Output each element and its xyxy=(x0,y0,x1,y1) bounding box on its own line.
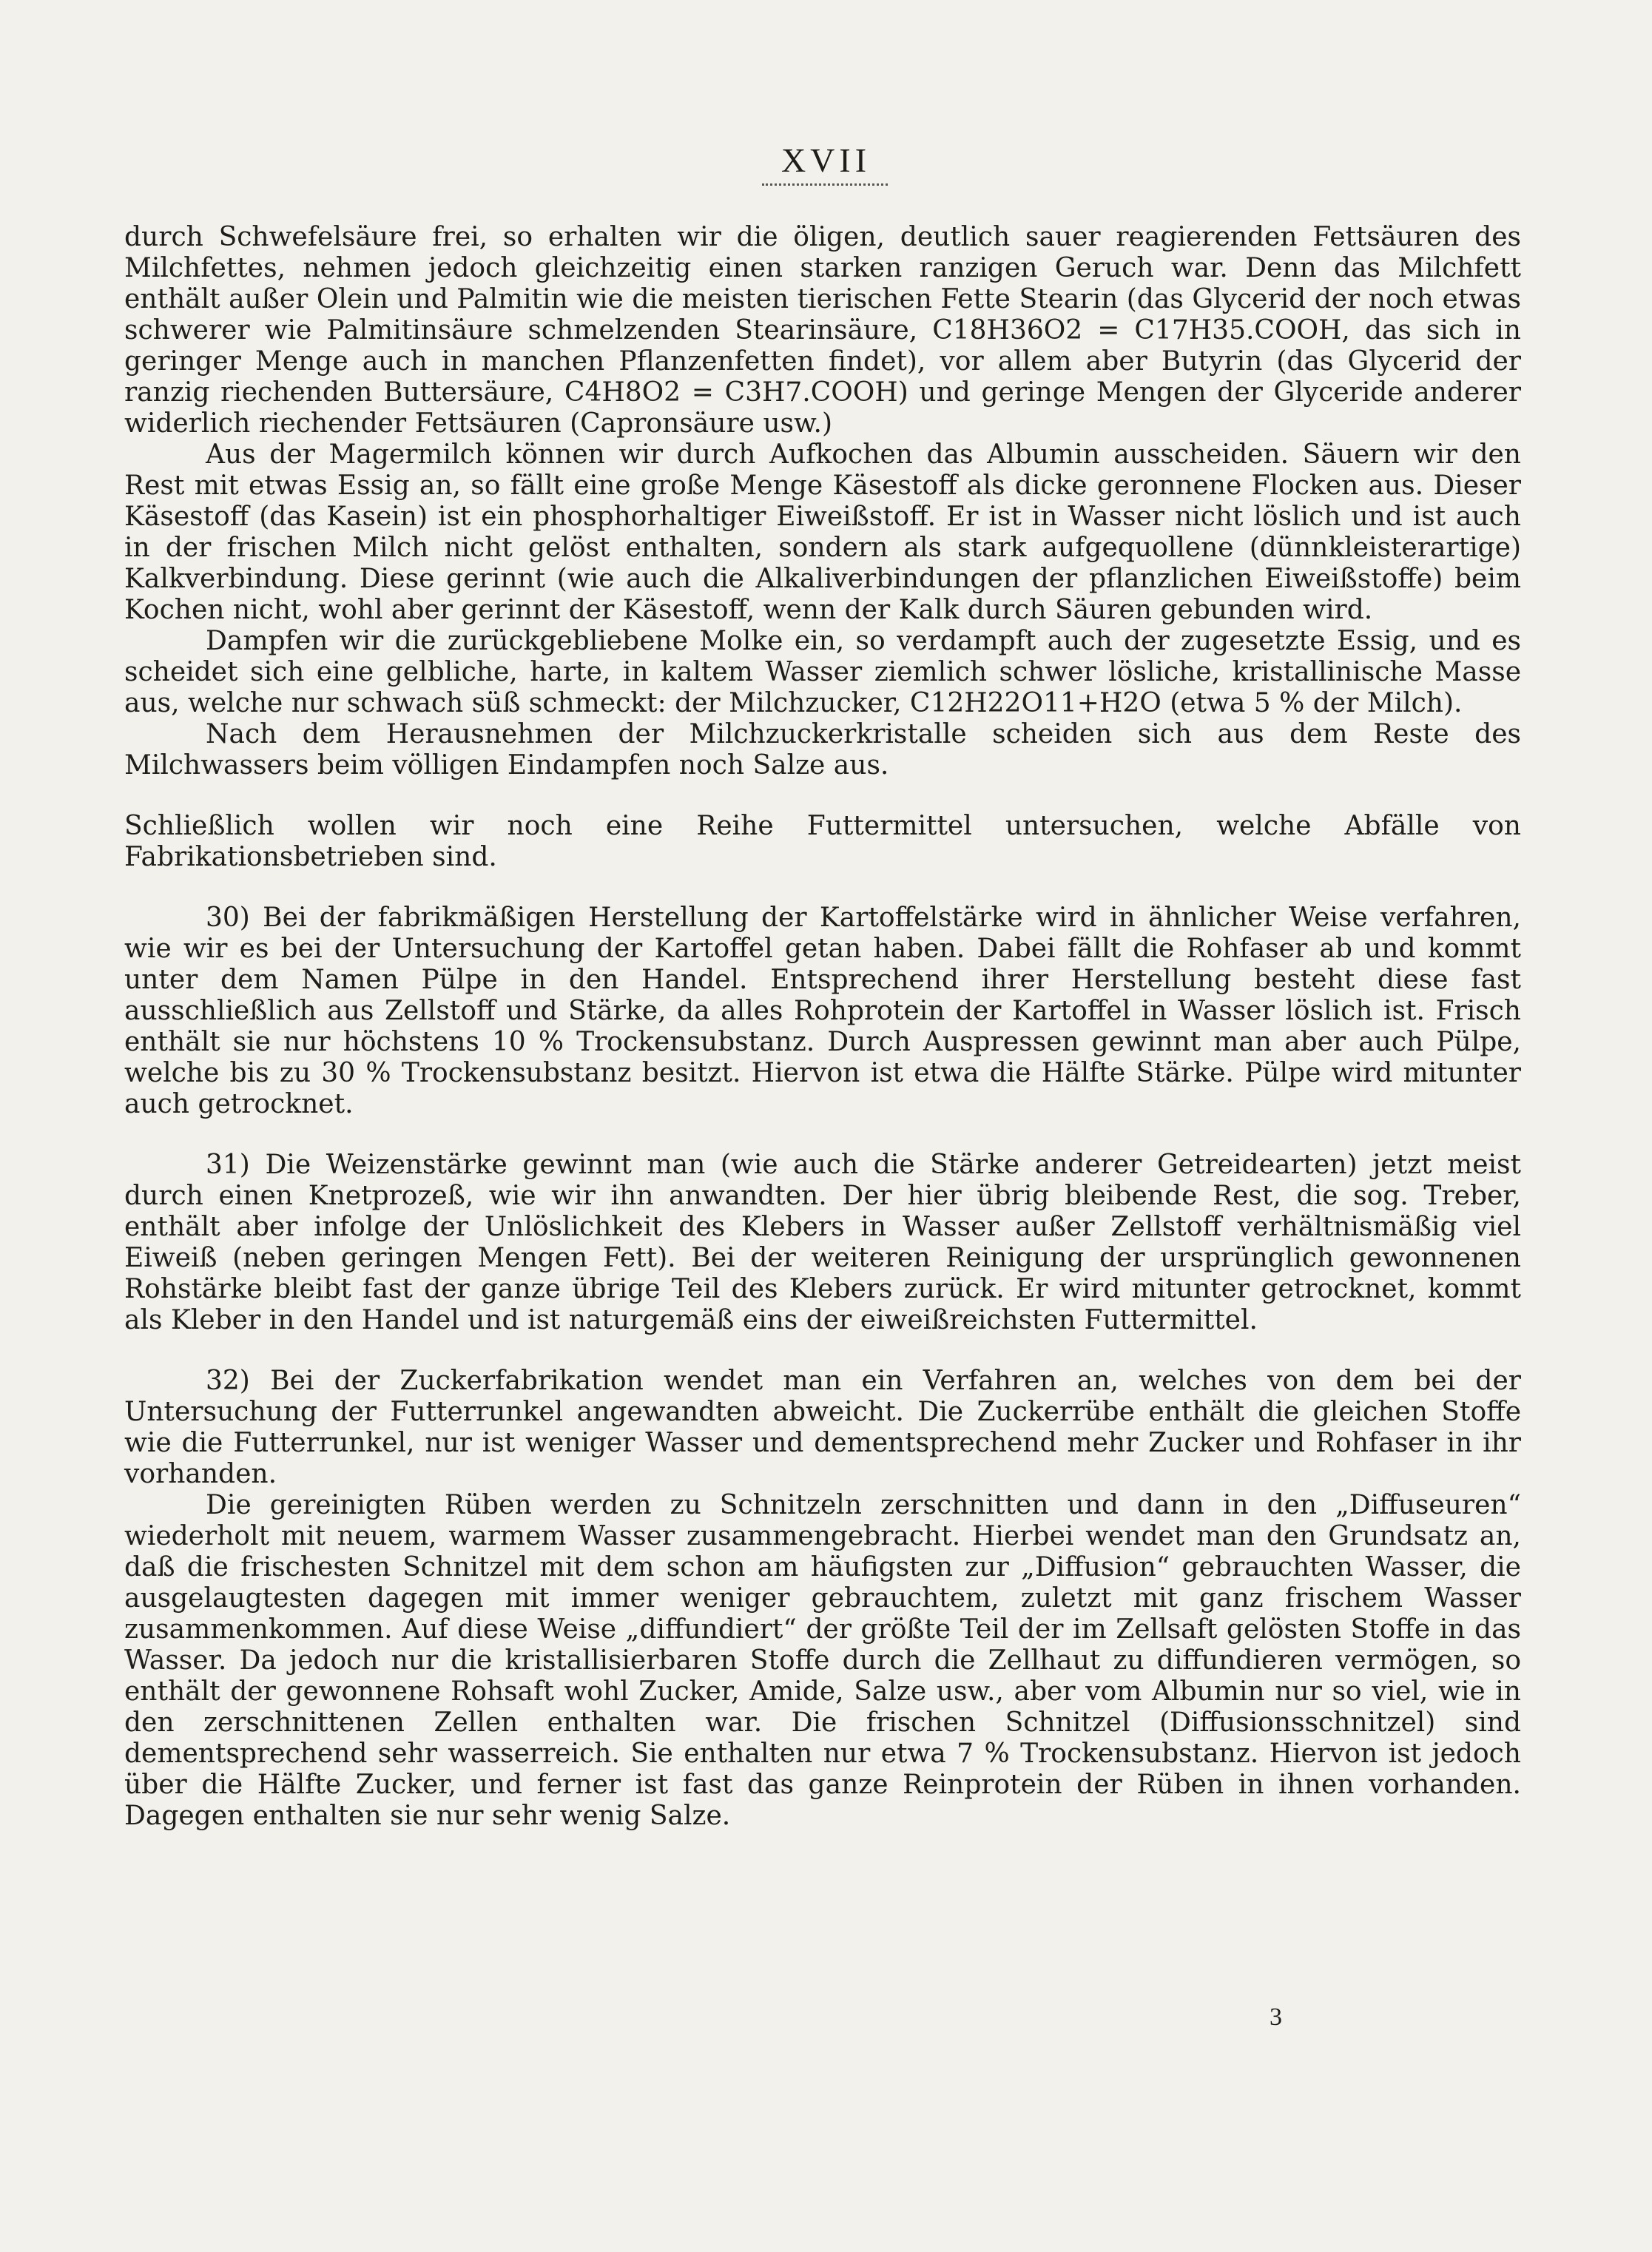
body-text xyxy=(124,222,1521,1832)
paragraph-milk-fat-acids: durch Schwefelsäure frei, so erhalten wir die öligen, deutlich sauer reagierenden Fettsäuren des Milchfettes, nehmen jedoch gleichzeitig einen starken ranzigen Geruch war. Denn das Milchfett enthält außer Olein und Palmitin wie die meisten tierischen Fette Stearin (das Glycerid der noch etwas schwerer wie Palmitinsäure schmelzenden Stearinsäure, C18H36O2 = C17H35.COOH, das sich in geringer Menge auch in manchen Pflanzenfetten findet), vor allem aber Butyrin (das Glycerid der ranzig riechenden Buttersäure, C4H8O2 = C3H7.COOH) und geringe Mengen der Glyceride anderer widerlich riechender Fettsäuren (Capronsäure usw.) xyxy=(124,222,1521,439)
paragraph-factory-waste-intro: Schließlich wollen wir noch eine Reihe Futtermittel untersuchen, welche Abfälle von Fabrikationsbetrieben sind. xyxy=(124,811,1521,872)
paragraph-30-potato-starch: 30) Bei der fabrikmäßigen Herstellung der Kartoffelstärke wird in ähnlicher Weise verfahren, wie wir es bei der Untersuchung der Kartoffel getan haben. Dabei fällt die Rohfaser ab und kommt unter dem Namen Pülpe in den Handel. Entsprechend ihrer Herstellung besteht diese fast ausschließlich aus Zellstoff und Stärke, da alles Rohprotein der Kartoffel in Wasser löslich ist. Frisch enthält sie nur höchstens 10 % Trockensubstanz. Durch Auspressen gewinnt man aber auch Pülpe, welche bis zu 30 % Trockensubstanz besitzt. Hiervon ist etwa die Hälfte Stärke. Pülpe wird mitunter auch getrocknet. xyxy=(124,903,1521,1119)
paragraph-diffusion-process: Die gereinigten Rüben werden zu Schnitzeln zerschnitten und dann in den „Diffuseuren“ wiederholt mit neuem, warmem Wasser zusammengebracht. Hierbei wendet man den Grundsatz an, daß die frischesten Schnitzel mit dem schon am häufigsten zur „Diffusion“ gebrauchten Wasser, die ausgelaugtesten dagegen mit immer weniger gebrauchtem, zuletzt mit ganz frischem Wasser zusammenkommen. Auf diese Weise „diffundiert“ der größte Teil der im Zellsaft gelösten Stoffe in das Wasser. Da jedoch nur die kristallisierbaren Stoffe durch die Zellhaut zu diffundieren vermögen, so enthält der gewonnene Rohsaft wohl Zucker, Amide, Salze usw., aber vom Albumin nur so viel, wie in den zerschnittenen Zellen enthalten war. Die frischen Schnitzel (Diffusionsschnitzel) sind dementsprechend sehr wasserreich. Sie enthalten nur etwa 7 % Trockensubstanz. Hiervon ist jedoch über die Hälfte Zucker, und ferner ist fast das ganze Reinprotein der Rüben in ihnen vorhanden. Dagegen enthalten sie nur sehr wenig Salze. xyxy=(124,1490,1521,1831)
header-ornament-rule xyxy=(762,183,888,186)
paragraph-31-wheat-starch: 31) Die Weizenstärke gewinnt man (wie auch die Stärke anderer Getreidearten) jetzt meist durch einen Knetprozeß, wie wir ihn anwandten. Der hier übrig bleibende Rest, die sog. Treber, enthält aber infolge der Unlöslichkeit des Klebers in Wasser außer Zellstoff verhältnismäßig viel Eiweiß (neben geringen Mengen Fett). Bei der weiteren Reinigung der ursprünglich gewonnenen Rohstärke bleibt fast der ganze übrige Teil des Klebers zurück. Er wird mitunter getrocknet, kommt als Kleber in den Handel und ist naturgemäß eins der eiweißreichsten Futtermittel. xyxy=(124,1150,1521,1335)
page-header-roman-numeral: XVII xyxy=(781,141,871,179)
page-number: 3 xyxy=(1270,2003,1282,2031)
paragraph-milk-salts: Nach dem Herausnehmen der Milchzuckerkristalle scheiden sich aus dem Reste des Milchwassers beim völligen Eindampfen noch Salze aus. xyxy=(124,719,1521,781)
paragraph-32-sugar-production: 32) Bei der Zuckerfabrikation wendet man ein Verfahren an, welches von dem bei der Untersuchung der Futterrunkel angewandten abweicht. Die Zuckerrübe enthält die gleichen Stoffe wie die Futterrunkel, nur ist weniger Wasser und dementsprechend mehr Zucker und Rohfaser in ihr vorhanden. xyxy=(124,1366,1521,1489)
paragraph-whey-milk-sugar: Dampfen wir die zurückgebliebene Molke ein, so verdampft auch der zugesetzte Essig, und es scheidet sich eine gelbliche, harte, in kaltem Wasser ziemlich schwer lösliche, kristallinische Masse aus, welche nur schwach süß schmeckt: der Milchzucker, C12H22O11+H2O (etwa 5 % der Milch). xyxy=(124,626,1521,718)
paragraph-skim-milk-casein: Aus der Magermilch können wir durch Aufkochen das Albumin ausscheiden. Säuern wir den Rest mit etwas Essig an, so fällt eine große Menge Käsestoff als dicke geronnene Flocken aus. Dieser Käsestoff (das Kasein) ist ein phosphorhaltiger Eiweißstoff. Er ist in Wasser nicht löslich und ist auch in der frischen Milch nicht gelöst enthalten, sondern als stark aufgequollene (dünnkleisterartige) Kalkverbindung. Diese gerinnt (wie auch die Alkaliverbindungen der pflanzlichen Eiweißstoffe) beim Kochen nicht, wohl aber gerinnt der Käsestoff, wenn der Kalk durch Säuren gebunden wird. xyxy=(124,439,1521,625)
